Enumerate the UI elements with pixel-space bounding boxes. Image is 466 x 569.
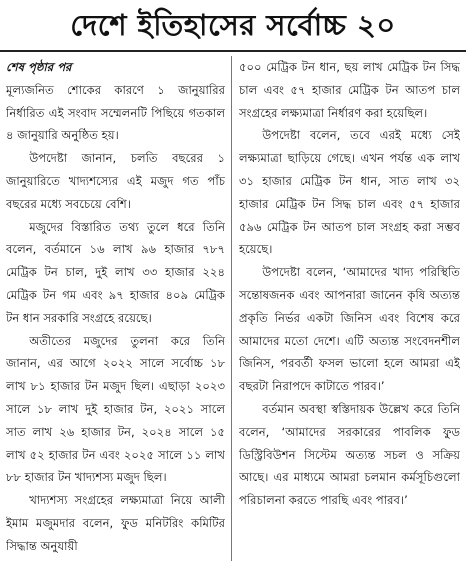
headline: দেশে ইতিহাসের সর্বোচ্চ ২০ <box>70 8 396 42</box>
column-divider <box>231 56 232 561</box>
right-paragraph: বর্তমান অবস্থা স্বস্তিদায়ক উল্লেখ করে তিনি বলেন, ‘আমাদের সরকারের পাবলিক ফুড ডিস্ট্রিবিউশন সিস্টেম অত্যন্ত সচল ও সক্রিয় আছে। এর মাধ্যমে আমরা চলমান কর্মসূচিগুলো পরিচালনা করতে পারছি এবং পারব।’ <box>239 401 460 508</box>
jump-tag: শেষ পৃষ্ঠার পর <box>6 60 72 74</box>
left-paragraph: অতীতের মজুদের তুলনা করে তিনি জানান, এর আগে ২০২২ সালে সর্বোচ্চ ১৮ লাখ ৮১ হাজার টন মজুদ ছিল। এছাড়া ২০২৩ সালে ১৮ লাখ দুই হাজার টন, ২০২১ সালে সাত লাখ ২৬ হাজার টন, ২০২৪ সালে ১৫ লাখ ৫২ হাজার টন এবং ২০২৫ সালে ১১ লাখ ৮৮ হাজার টন খাদ্যশস্য মজুদ ছিল। <box>6 333 225 485</box>
right-column <box>239 56 460 563</box>
right-paragraph: উপদেষ্টা বলেন, তবে এরই মধ্যে সেই লক্ষ্যমাত্রা ছাড়িয়ে গেছে। এখন পর্যন্ত এক লাখ ৩১ হাজার মেট্রিক টন ধান, সাত লাখ ৩২ হাজার মেট্রিক টন সিদ্ধ চাল এবং ৫৭ হাজার ৫৯৬ মেট্রিক টন আতপ চাল সংগ্রহ করা সম্ভব হয়েছে। <box>239 128 460 257</box>
left-paragraph: উপদেষ্টা জানান, চলতি বছরের ১ জানুয়ারিতে খাদ্যশস্যের এই মজুদ গত পাঁচ বছরের মধ্যে সবচেয়ে বেশি। <box>6 151 225 211</box>
left-paragraph: খাদ্যশস্য সংগ্রহের লক্ষ্যমাত্রা নিয়ে আলী ইমাম মজুমদার বলেন, ফুড মনিটরিং কমিটির সিদ্ধান্ত অনুযায়ী <box>6 493 225 553</box>
headline-rule <box>0 50 466 52</box>
right-paragraph: উপদেষ্টা বলেন, ‘আমাদের খাদ্য পরিস্থিতি সন্তোষজনক এবং আপনারা জানেন কৃষি অত্যন্ত প্রকৃতি নির্ভর একটা জিনিস এবং বিশেষ করে আমাদের মতো দেশে। এটি অত্যন্ত সংবেদনশীল জিনিস, পরবর্তী ফসল ভালো হলে আমরা এই বছরটা নিরাপদে কাটাতে পারব।’ <box>239 265 460 394</box>
left-column <box>6 56 225 563</box>
right-paragraph: ৫০০ মেট্রিক টন ধান, ছয় লাখ মেট্রিক টন সিদ্ধ চাল এবং ৫৭ হাজার মেট্রিক টন আতপ চাল সংগ্রহের লক্ষ্যমাত্রা নির্ধারণ করা হয়েছিল। <box>239 60 460 120</box>
left-paragraph: মজুদের বিস্তারিত তথ্য তুলে ধরে তিনি বলেন, বর্তমানে ১৬ লাখ ৯৬ হাজার ৭৮৭ মেট্রিক টন চাল, দুই লাখ ৩৩ হাজার ২২৪ মেট্রিক টন গম এবং ৯৭ হাজার ৪০৯ মেট্রিক টন ধান সরকারি সংগ্রহে রয়েছে। <box>6 219 225 325</box>
left-paragraph: মূল্যজনিত শোকের কারণে ১ জানুয়ারির নির্ধারিত এই সংবাদ সম্মেলনটি পিছিয়ে গতকাল ৪ জানুয়ারি অনুষ্ঠিত হয়। <box>6 82 225 143</box>
